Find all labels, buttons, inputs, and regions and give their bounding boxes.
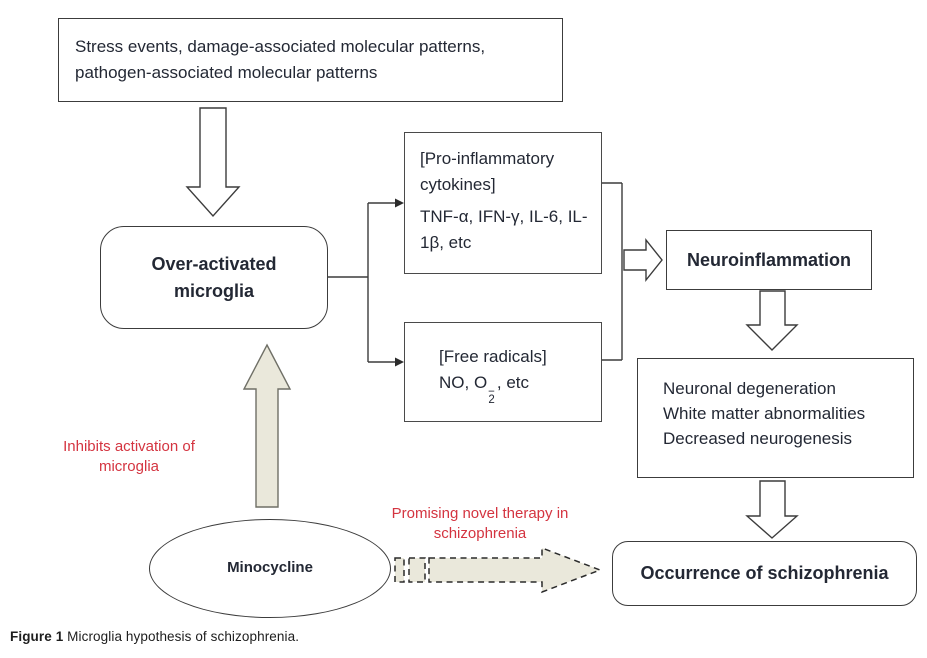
right-block-arrow-to-neuroinflammation — [624, 240, 662, 280]
dashed-arrow-segment-2 — [409, 558, 425, 582]
over-activated-microglia-text: Over-activated microglia — [151, 253, 277, 301]
occurrence-text: Occurrence of schizophrenia — [640, 563, 889, 583]
outcome-line-3: Decreased neurogenesis — [663, 428, 853, 448]
dashed-block-arrow-to-occurrence — [429, 548, 600, 592]
arrowhead-to-free-radicals — [395, 358, 404, 367]
down-block-arrow-to-occurrence — [747, 481, 797, 538]
over-activated-microglia-box — [100, 226, 328, 329]
promising-therapy-label: Promising novel therapy in schizophrenia — [391, 505, 569, 543]
minocycline-ellipse — [149, 519, 391, 618]
down-block-arrow-stress-to-microglia — [187, 108, 239, 216]
formula-prefix: NO, O — [439, 372, 488, 392]
cytokines-header: [Pro-inflammatory cytokines] — [420, 149, 555, 194]
free-radicals-title: [Free radicals] — [439, 347, 547, 366]
formula-subscript: 2 — [488, 394, 495, 407]
cytokines-list: TNF-α, IFN-γ, IL-6, IL-1β, etc — [420, 207, 588, 252]
branch-line-microglia-right — [328, 203, 396, 362]
dashed-arrow-segment-1 — [395, 558, 404, 582]
inhibits-activation-label: Inhibits activation of microglia — [63, 438, 195, 476]
outcome-line-2: White matter abnormalities — [663, 403, 866, 423]
pro-inflammatory-cytokines-box — [404, 132, 602, 274]
minocycline-text: Minocycline — [227, 559, 313, 577]
free-radicals-formula — [439, 370, 595, 406]
free-radicals-box — [404, 322, 602, 422]
merge-line-to-neuroinflammation — [602, 183, 622, 360]
superoxide-sub-sup — [488, 385, 495, 407]
stress-events-box — [58, 18, 563, 102]
figure-caption-text: Microglia hypothesis of schizophrenia. — [63, 629, 300, 644]
outcomes-box — [637, 358, 914, 478]
down-block-arrow-to-outcomes — [747, 291, 797, 350]
occurrence-of-schizophrenia-box — [612, 541, 917, 606]
formula-superscript: − — [488, 385, 495, 398]
neuroinflammation-text: Neuroinflammation — [686, 249, 851, 270]
figure-caption — [10, 629, 299, 644]
figure-caption-label: Figure 1 — [10, 629, 64, 644]
formula-suffix: , etc — [496, 372, 530, 392]
stress-events-text: Stress events, damage-associated molecular patterns, pathogen-associated molecular patterns — [75, 36, 486, 82]
arrowhead-to-cytokines — [395, 199, 404, 208]
neuroinflammation-box — [666, 230, 872, 290]
outcome-line-1: Neuronal degeneration — [663, 379, 836, 398]
up-block-arrow-minocycline-to-microglia — [244, 345, 290, 507]
